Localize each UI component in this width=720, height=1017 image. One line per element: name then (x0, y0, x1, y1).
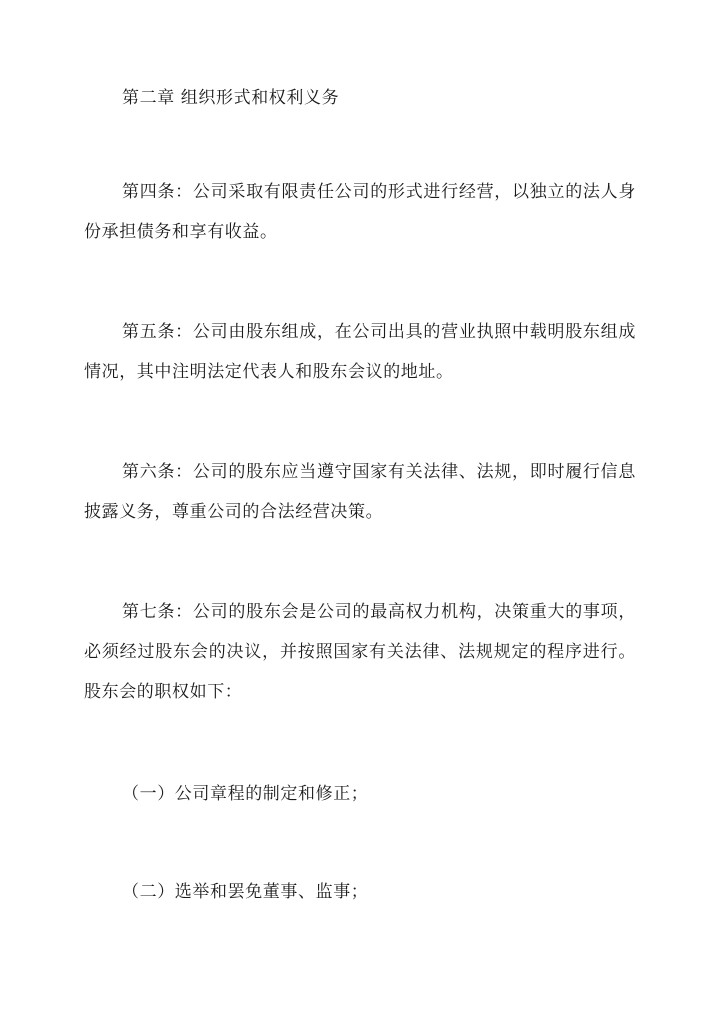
list-item-1: （一）公司章程的制定和修正； (122, 784, 369, 804)
list-item-2: （二）选举和罢免董事、监事； (122, 882, 369, 902)
article-4: 第四条：公司采取有限责任公司的形式进行经营，以独立的法人身份承担债务和享有收益。 (84, 182, 636, 242)
chapter-heading: 第二章 组织形式和权利义务 (122, 88, 340, 108)
article-5: 第五条：公司由股东组成，在公司出具的营业执照中载明股东组成情况，其中注明法定代表人和股东会议的地址。 (84, 322, 636, 382)
article-6: 第六条：公司的股东应当遵守国家有关法律、法规，即时履行信息披露义务，尊重公司的合法经营决策。 (84, 462, 636, 522)
article-7: 第七条：公司的股东会是公司的最高权力机构，决策重大的事项，必须经过股东会的决议，并按照国家有关法律、法规规定的程序进行。股东会的职权如下： (84, 602, 636, 702)
